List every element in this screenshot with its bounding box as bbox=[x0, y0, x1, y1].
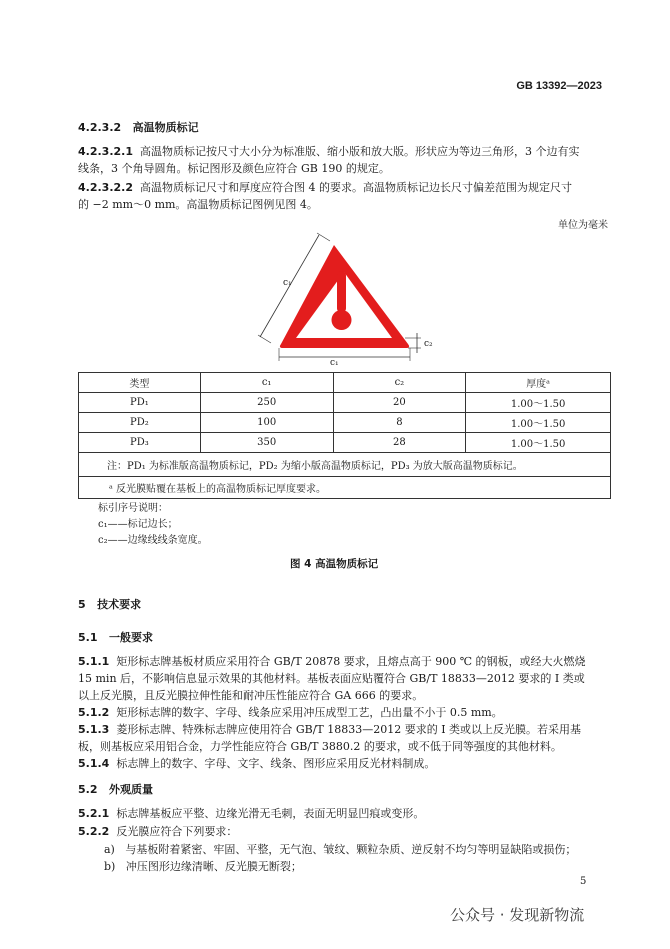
section-52-heading bbox=[78, 782, 153, 798]
table-cell: 100 bbox=[200, 413, 333, 433]
table-note: 注：PD₁ 为标准版高温物质标记，PD₂ 为缩小版高温物质标记，PD₃ 为放大版高温物质标记。 bbox=[79, 453, 611, 477]
section-title: 高温物质标记 bbox=[132, 121, 199, 134]
paragraph-line: 15 min 后，不影响信息显示效果的其他材料。基板表面应贴覆符合 GB/T 18833—2012 要求的 Ⅰ 类或 bbox=[78, 672, 585, 685]
clause-number: 5.1.1 bbox=[78, 655, 110, 668]
legend-title: 标引序号说明： bbox=[98, 503, 168, 514]
paragraph-line: 菱形标志牌、特殊标志牌应使用符合 GB/T 18833—2012 要求的 Ⅰ 类或以上反光膜。若采用基 bbox=[116, 723, 582, 736]
c2-label: c₂ bbox=[424, 339, 433, 349]
paragraph-line: 的 −2 mm～0 mm。高温物质标记图例见图 4。 bbox=[78, 198, 318, 211]
table-header-cell: c₂ bbox=[333, 373, 466, 393]
dimension-table bbox=[78, 372, 611, 499]
table-header-cell: c₁ bbox=[200, 373, 333, 393]
section-title: 一般要求 bbox=[109, 631, 153, 644]
table-footnote-row bbox=[79, 477, 611, 499]
table-cell: 28 bbox=[333, 433, 466, 453]
paragraph-line: 高温物质标记按尺寸大小分为标准版、缩小版和放大版。形状应为等边三角形，3 个边有实 bbox=[139, 145, 580, 158]
section-5-heading bbox=[78, 597, 141, 613]
paragraph-line: 线条，3 个角导圆角。标记图形及颜色应符合 GB 190 的规定。 bbox=[78, 162, 390, 175]
paragraph-521 bbox=[78, 806, 424, 822]
paragraph-line: 板，则基板应采用铝合金，力学性能应符合 GB/T 3880.2 的要求，或不低于同等强度的其他材料。 bbox=[78, 740, 562, 753]
paragraph-512 bbox=[78, 705, 503, 721]
section-4232-heading bbox=[78, 120, 199, 136]
table-footnote: ᵃ 反光膜贴覆在基板上的高温物质标记厚度要求。 bbox=[79, 477, 611, 499]
paragraph-line: 反光膜应符合下列要求： bbox=[116, 825, 238, 838]
table-row bbox=[79, 413, 611, 433]
table-cell: PD₁ bbox=[79, 393, 201, 413]
paragraph-522 bbox=[78, 824, 237, 840]
table-cell: 1.00～1.50 bbox=[466, 413, 611, 433]
paragraph-line: 矩形标志牌基板材质应采用符合 GB/T 20878 要求，且熔点高于 900 ℃ 的钢板，或经大火燃烧 bbox=[116, 655, 586, 668]
watermark-text: 公众号 · 发现新物流 bbox=[450, 906, 585, 924]
table-row bbox=[79, 433, 611, 453]
table-cell: 350 bbox=[200, 433, 333, 453]
table-header-row bbox=[79, 373, 611, 393]
table-cell: PD₂ bbox=[79, 413, 201, 433]
table-cell: 250 bbox=[200, 393, 333, 413]
list-text: 冲压图形边缘清晰、反光膜无断裂； bbox=[125, 860, 302, 873]
clause-number: 5.1.4 bbox=[78, 757, 110, 770]
high-temperature-mark-figure bbox=[255, 225, 430, 370]
section-title: 技术要求 bbox=[97, 598, 142, 611]
figure-caption: 图 4 高温物质标记 bbox=[290, 558, 379, 570]
clause-number: 5.2.2 bbox=[78, 825, 110, 838]
table-cell: 1.00～1.50 bbox=[466, 433, 611, 453]
table-note-row bbox=[79, 453, 611, 477]
paragraph-line: 高温物质标记尺寸和厚度应符合图 4 的要求。高温物质标记边长尺寸偏差范围为规定尺寸 bbox=[139, 181, 572, 194]
paragraph-line: 标志牌基板应平整、边缘光滑无毛刺，表面无明显凹痕或变形。 bbox=[116, 807, 425, 820]
clause-number: 5.1.3 bbox=[78, 723, 110, 736]
standard-number: GB 13392—2023 bbox=[516, 80, 602, 92]
paragraph-514 bbox=[78, 756, 435, 772]
paragraph-4232-1 bbox=[78, 144, 579, 160]
clause-number: 5.2.1 bbox=[78, 807, 110, 820]
unit-note: 单位为毫米 bbox=[558, 220, 608, 231]
list-marker: a) bbox=[104, 843, 115, 856]
section-number: 4.2.3.2 bbox=[78, 121, 122, 134]
table-cell: 8 bbox=[333, 413, 466, 433]
section-title: 外观质量 bbox=[109, 783, 153, 796]
table-header-cell: 类型 bbox=[79, 373, 201, 393]
paragraph-511 bbox=[78, 654, 586, 670]
paragraph-line: 标志牌上的数字、字母、文字、线条、图形应采用反光材料制成。 bbox=[116, 757, 436, 770]
clause-number: 4.2.3.2.1 bbox=[78, 145, 133, 158]
page-number: 5 bbox=[580, 876, 587, 887]
paragraph-513 bbox=[78, 722, 581, 738]
paragraph-line: 以上反光膜，且反光膜拉伸性能和耐冲压性能应符合 GA 666 的要求。 bbox=[78, 689, 424, 702]
table-row bbox=[79, 393, 611, 413]
c1-label-slant: c₁ bbox=[283, 278, 292, 288]
table-cell: 1.00～1.50 bbox=[466, 393, 611, 413]
section-number: 5.2 bbox=[78, 783, 98, 796]
list-item bbox=[104, 859, 302, 875]
clause-number: 5.1.2 bbox=[78, 706, 110, 719]
section-51-heading bbox=[78, 630, 153, 646]
list-marker: b) bbox=[104, 860, 116, 873]
table-cell: 20 bbox=[333, 393, 466, 413]
paragraph-line: 矩形标志牌的数字、字母、线条应采用冲压成型工艺，凸出量不小于 0.5 mm。 bbox=[116, 706, 503, 719]
legend-c1: c₁——标记边长； bbox=[98, 519, 178, 530]
table-header-cell: 厚度ᵃ bbox=[466, 373, 611, 393]
table-cell: PD₃ bbox=[79, 433, 201, 453]
c1-label-bottom: c₁ bbox=[330, 358, 339, 368]
legend-c2: c₂——边缘线线条宽度。 bbox=[98, 535, 208, 546]
clause-number: 4.2.3.2.2 bbox=[78, 181, 133, 194]
section-number: 5 bbox=[78, 598, 86, 611]
list-item bbox=[104, 842, 576, 858]
paragraph-4232-2 bbox=[78, 180, 572, 196]
list-text: 与基板附着紧密、牢固、平整，无气泡、皱纹、颗粒杂质、逆反射不均匀等明显缺陷或损伤； bbox=[125, 843, 577, 856]
section-number: 5.1 bbox=[78, 631, 98, 644]
